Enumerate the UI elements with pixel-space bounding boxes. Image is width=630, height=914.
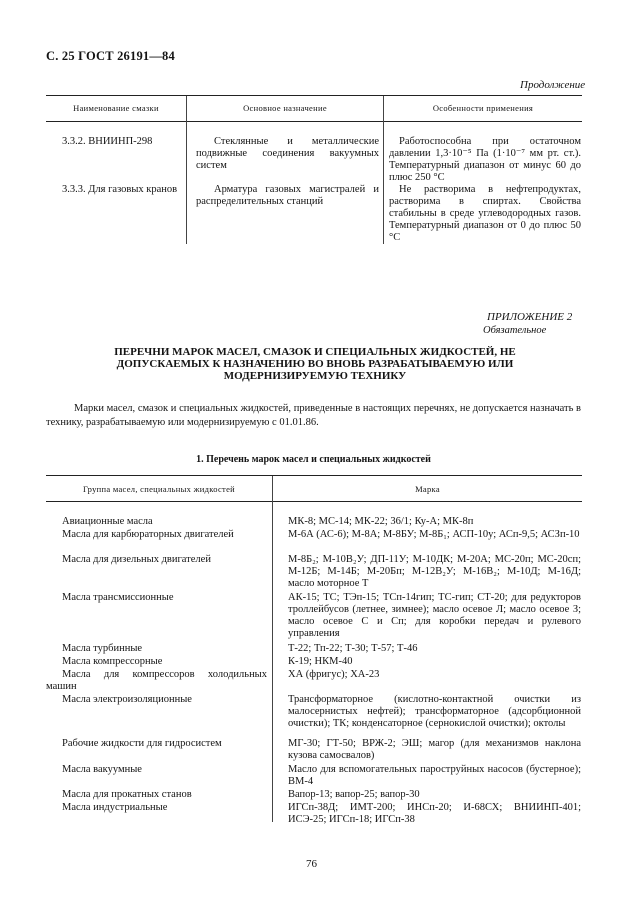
top-table-rule-top xyxy=(46,95,582,96)
continuation-label: Продолжение xyxy=(520,79,586,91)
main-heading: ПЕРЕЧНИ МАРОК МАСЕЛ, СМАЗОК И СПЕЦИАЛЬНЫХ ЖИДКОСТЕЙ, НЕ ДОПУСКАЕМЫХ К НАЗНАЧЕНИЮ ВО ВНОВЬ РАЗРАБАТЫВАЕМУЮ ИЛИ МОДЕРНИЗИРУЕМУЮ ТЕХНИКУ xyxy=(114,346,516,382)
top-col-name: Наименование смазки xyxy=(73,103,159,113)
list-row-10-group: Масла вакуумные xyxy=(62,764,142,775)
intro-paragraph: Марки масел, смазок и специальных жидкостей, приведенные в настоящих перечнях, не допускается назначать в технику, разрабатываемую или модернизируемую с 01.01.86. xyxy=(46,403,581,428)
top-table-rule-head xyxy=(46,121,582,122)
list-row-7-group: Масла для компрессоров холодильных машин xyxy=(46,669,267,692)
appendix-title: ПРИЛОЖЕНИЕ 2 xyxy=(487,311,573,323)
list-row-8-brand: Трансформаторное (кислотно-контактной очистки из малосернистых нефтей); трансформаторное (адсорбционной очистки); ТК; конденсаторное (сернокислой очистки); октолы xyxy=(288,694,581,729)
list-row-3-brand: М-8Б₂; М-10В₂У; ДП-11У; М-10ДК; М-20А; МС-20п; МС-20сп; М-12Б; М-14Б; М-20Бп; М-12В₂У; М-16В₂; М-10Д; М-16Д; масло моторное Т xyxy=(288,554,581,589)
top-col-features: Особенности применения xyxy=(432,103,534,113)
list-table-rule-head xyxy=(46,501,582,502)
top-row-1-purpose: Стеклянные и металлические подвижные соединения вакуумных систем xyxy=(196,136,379,171)
list-row-4-brand: АК-15; ТС; ТЭп-15; ТСп-14гип; ТС-гип; СТ-20; для редукторов троллейбусов (летнее, зимнее); масло осевое Л; масло осевое З; масло осевое С и Сп; для коробки передач и рулевого управления xyxy=(288,592,581,639)
list-col-group: Группа масел, специальных жидкостей xyxy=(82,484,235,494)
list-row-8-group: Масла электроизоляционные xyxy=(62,694,192,705)
top-row-2-name: 3.3.3. Для газовых кранов xyxy=(62,184,178,195)
list-row-1-group: Авиационные масла xyxy=(62,516,153,527)
list-row-3-group: Масла для дизельных двигателей xyxy=(62,554,211,565)
list-row-12-group: Масла индустриальные xyxy=(62,802,168,813)
list-row-5-group: Масла турбинные xyxy=(62,643,143,654)
top-row-2-features: Не растворима в нефтепродуктах, растворима в спиртах. Свойства стабильны в среде углеводородных газов. Температурный диапазон от 0 до плюс 50 °С xyxy=(389,184,581,243)
list-col-brand: Марка xyxy=(415,484,440,494)
list-row-6-group: Масла компрессорные xyxy=(62,656,163,667)
top-row-2-purpose: Арматура газовых магистралей и распределительных станций xyxy=(196,184,379,207)
list-row-9-brand: МГ-30; ГТ-50; ВРЖ-2; ЭШ; магор (для механизмов наклона кузова самосвалов) xyxy=(288,738,581,761)
list-row-7-brand: ХА (фригус); ХА-23 xyxy=(288,669,380,680)
list-table-rule-top xyxy=(46,475,582,476)
list-table-divider xyxy=(272,476,273,822)
list-row-5-brand: Т-22; Тп-22; Т-30; Т-57; Т-46 xyxy=(288,643,418,654)
top-table-divider-2 xyxy=(383,96,384,244)
top-table-divider-1 xyxy=(186,96,187,244)
top-col-purpose: Основное назначение xyxy=(243,103,327,113)
list-row-4-group: Масла трансмиссионные xyxy=(62,592,174,603)
page-header: С. 25 ГОСТ 26191—84 xyxy=(46,49,175,63)
list-row-9-group: Рабочие жидкости для гидросистем xyxy=(62,738,222,749)
list-row-1-brand: МК-8; МС-14; МК-22; 36/1; Ку-А; МК-8п xyxy=(288,516,474,527)
list-row-11-group: Масла для прокатных станов xyxy=(62,789,192,800)
section-title: 1. Перечень марок масел и специальных жидкостей xyxy=(196,454,431,465)
list-row-10-brand: Масло для вспомогательных пароструйных насосов (бустерное); ВМ-4 xyxy=(288,764,581,787)
top-row-1-features: Работоспособна при остаточном давлении 1,3·10⁻⁵ Па (1·10⁻⁷ мм рт. ст.). Температурный диапазон от минус 60 до плюс 250 °С xyxy=(389,136,581,183)
appendix-subtitle: Обязательное xyxy=(483,325,547,336)
page-number: 76 xyxy=(306,858,317,870)
list-row-6-brand: К-19; НКМ-40 xyxy=(288,656,353,667)
list-row-11-brand: Вапор-13; вапор-25; вапор-30 xyxy=(288,789,420,800)
list-row-2-group: Масла для карбюраторных двигателей xyxy=(62,529,234,540)
list-row-2-brand: М-6А (АС-6); М-8А; М-8БУ; М-8Б₁; АСП-10у; АСп-9,5; АСЗп-10 xyxy=(288,529,580,540)
top-row-1-name: 3.3.2. ВНИИНП-298 xyxy=(62,136,153,147)
list-row-12-brand: ИГСп-38Д; ИМТ-200; ИНСп-20; И-68СХ; ВНИИНП-401; ИСЭ-25; ИГСп-18; ИГСп-38 xyxy=(288,802,581,825)
